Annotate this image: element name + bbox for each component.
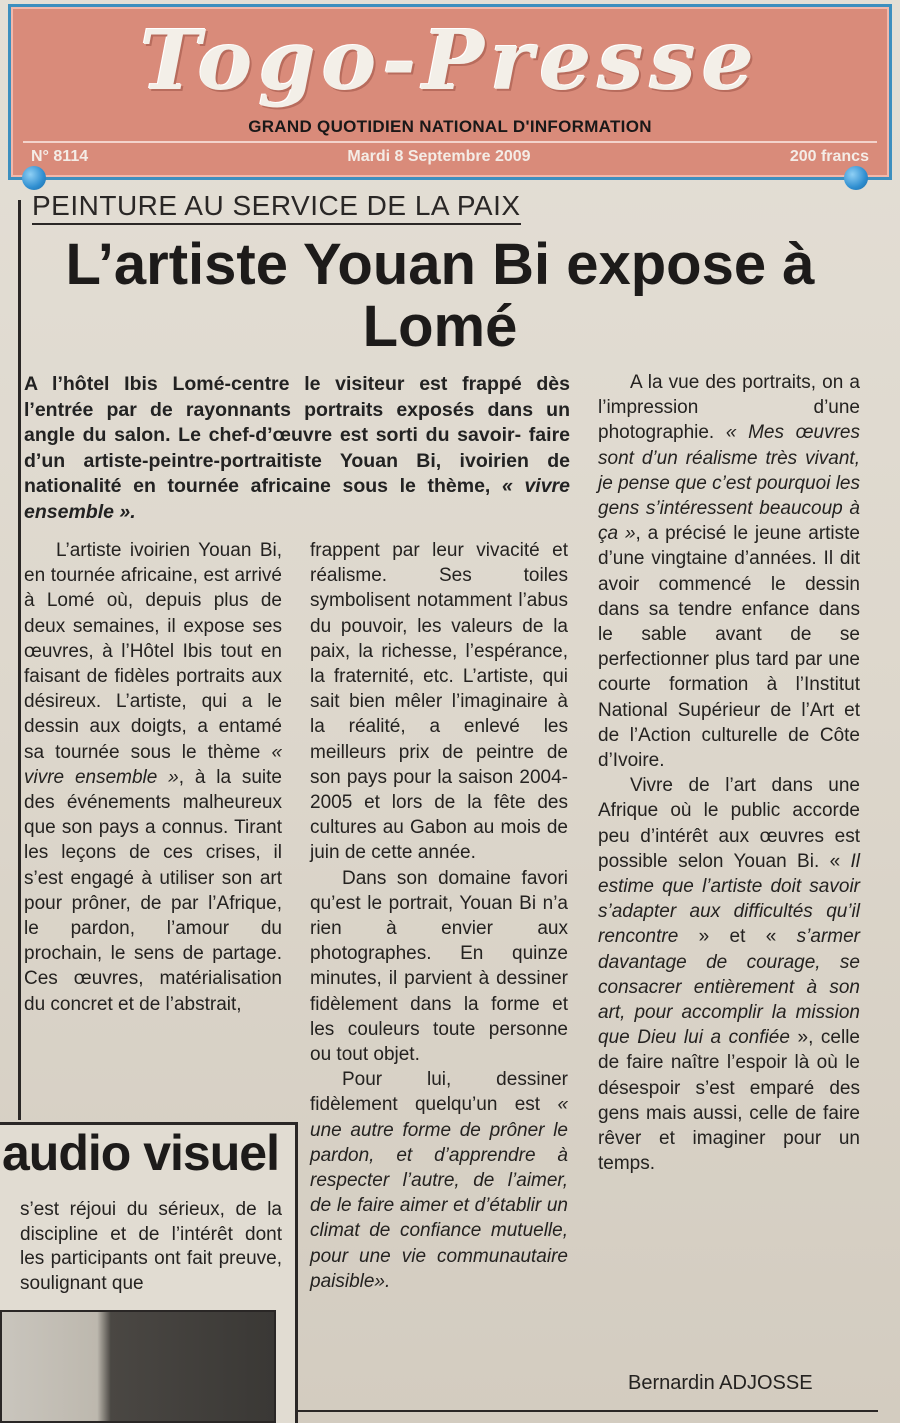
issue-price: 200 francs <box>789 148 869 165</box>
paragraph <box>310 1067 568 1294</box>
masthead <box>8 4 892 180</box>
newspaper-subtitle: GRAND QUOTIDIEN NATIONAL D'INFORMATION <box>248 117 652 136</box>
article-kicker: PEINTURE AU SERVICE DE LA PAIX <box>32 190 521 225</box>
article-signature: Bernardin ADJOSSE <box>628 1372 813 1394</box>
paragraph <box>598 773 860 1176</box>
pin-icon <box>22 166 46 190</box>
text-run-italic: Il estime que l’artiste doit savoir s’adapter aux difficultés qu’il rencontre <box>598 850 860 948</box>
text-run: L’artiste ivoirien Youan Bi, en tournée africaine, est arrivé à Lomé où, depuis plus de deux semaines, il expose ses œuvres, à l’Hôtel Ibis tout en faisant de fidèles portraits aux désireux. L’artiste, qui a le dessin aux doigts, a entamé sa tournée sous le thème <box>24 540 282 763</box>
paragraph: frappent par leur vivacité et réalisme. Ses toiles symbolisent notamment l’abus du pouvoir, les valeurs de la paix, la richesse, l’espérance, la fraternité, etc. L’artiste, qui sait bien mêler l’imaginaire à la réalité, a enlevé les meilleurs prix de peintre de son pays pour la saison 2004-2005 et lors de la fête des cultures au Gabon au mois de juin de cette année. <box>310 540 568 864</box>
article-column-2 <box>310 538 568 1294</box>
bottom-rule <box>298 1410 878 1412</box>
article-column-3 <box>598 370 860 1177</box>
issue-number: N° 8114 <box>31 148 89 165</box>
text-run-italic: « Mes œuvres sont d’un réalisme très vivant, je pense que c’est pourquoi les gens s’intéressent beaucoup à ça » <box>598 422 860 545</box>
text-run-italic: s’armer davantage de courage, se consacrer entièrement à son art, pour accomplir la mission que Dieu lui a confiée <box>598 926 861 1049</box>
text-run-italic: « vivre ensemble » <box>24 741 283 788</box>
newspaper-title: Togo-Presse <box>140 13 760 109</box>
audio-visuel-photo <box>0 1310 276 1423</box>
text-run: , à la suite des événements malheureux que son pays a connus. Tirant les leçons de ces crises, il s’est engagé à utiliser son art pour prôner, de par l’Afrique, le pardon, l’amour du prochain, le sens de partage. Ces œuvres, matérialisation du concret et de l’abstrait, <box>24 766 282 1015</box>
article-headline: L’artiste Youan Bi expose à Lomé <box>65 232 815 359</box>
paragraph <box>598 370 860 773</box>
issue-bar <box>23 141 877 171</box>
issue-date: Mardi 8 Septembre 2009 <box>347 148 531 165</box>
lede-theme: « vivre ensemble ». <box>24 475 570 523</box>
pin-icon <box>844 166 868 190</box>
audio-visuel-title: audio visuel <box>2 1125 279 1181</box>
audio-visuel-text: s’est réjoui du sérieux, de la discipline et de l’intérêt dont les participants ont fait preuve, soulignant que <box>20 1199 282 1294</box>
text-run: » et « <box>698 926 777 948</box>
article-lede <box>24 372 570 525</box>
text-run: , a précisé le jeune artiste d’une vingtaine d’années. Il dit avoir commencé le dessin dans sa tendre enfance dans le sable avant de se perfectionner plus tard par une courte formation à l’Institut National Supérieur de l’Art et de l’Action culturelle de Côte d’Ivoire. <box>598 523 860 772</box>
lede-text: A l’hôtel Ibis Lomé-centre le visiteur est frappé dès l’entrée par de rayonnants portraits exposés dans un angle du salon. Le chef-d’œuvre est sorti du savoir- faire d’un artiste-peintre-portraitiste Youan Bi, ivoirien de nationalité en tournée africaine sous le thème, <box>24 373 570 497</box>
paragraph: Dans son domaine favori qu’est le portrait, Youan Bi n’a rien à envier aux photographes. En quinze minutes, il parvient à dessiner fidèlement dans la forme et les couleurs toute personne ou tout objet. <box>310 867 568 1066</box>
text-run: Pour lui, dessiner fidèlement quelqu’un est <box>310 1069 568 1116</box>
text-run: A la vue des portraits, on a l’impression d’une photographie. <box>598 372 860 444</box>
text-run: Vivre de l’art dans une Afrique où le public accorde peu d’intérêt aux œuvres est possible selon Youan Bi. « <box>598 775 860 872</box>
text-run: », celle de faire naître l’espoir là où le désespoir s’est emparé des gens mais aussi, celle de faire rêver et imaginer pour un temps. <box>598 1027 860 1175</box>
article-column-1 <box>24 538 282 1017</box>
text-run-italic: « une autre forme de prôner le pardon, et d’apprendre à respecter l’autre, de l’aimer, de le faire aimer et d’établir un climat de confiance mutuelle, pour une vie communautaire paisible». <box>310 1094 569 1292</box>
paragraph <box>24 538 282 1017</box>
